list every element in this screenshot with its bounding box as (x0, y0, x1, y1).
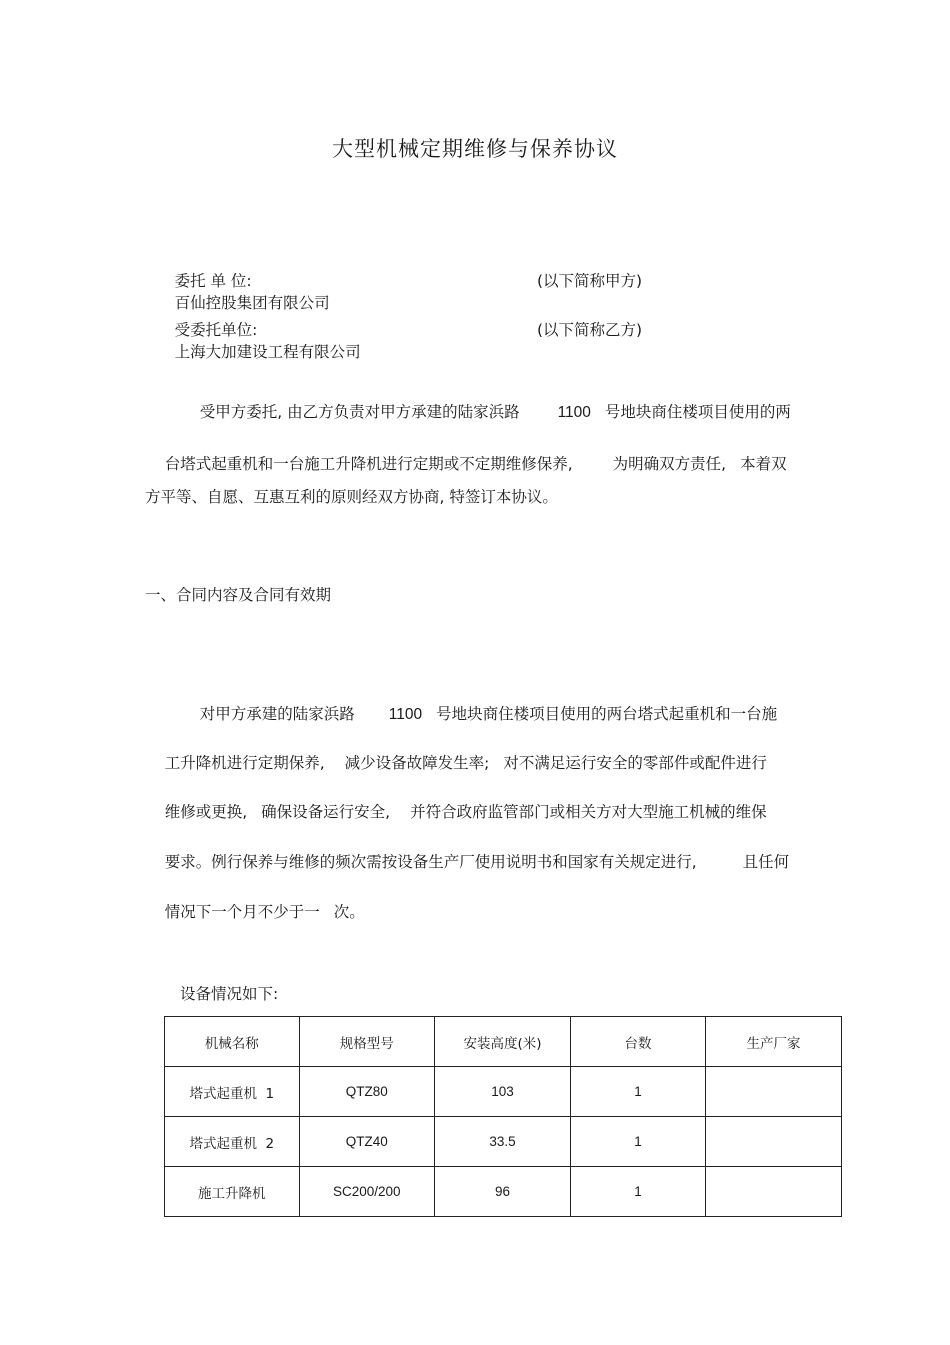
document-title: 大型机械定期维修与保养协议 (332, 137, 618, 161)
cell-machine-name: 塔式起重机 2 (165, 1117, 300, 1167)
cell-model: QTZ40 (299, 1117, 434, 1167)
cell-machine-name: 塔式起重机 1 (165, 1067, 300, 1117)
intro-line-3: 方平等、自愿、互惠互利的原则经双方协商, 特签订本协议。 (145, 488, 558, 506)
section-1-line-3: 维修或更换, 确保设备运行安全, 并符合政府监管部门或相关方对大型施工机械的维保 (164, 803, 767, 821)
cell-install-height: 33.5 (435, 1117, 571, 1167)
cell-manufacturer (706, 1117, 842, 1167)
intro-line-1: 受甲方委托, 由乙方负责对甲方承建的陆家浜路 1100 号地块商住楼项目使用的两 (199, 403, 791, 421)
party-contractor-note: (以下简称乙方) (537, 321, 643, 339)
party-client-name: 百仙控股集团有限公司 (174, 294, 330, 312)
cell-manufacturer (706, 1167, 842, 1217)
party-contractor (0, 282, 950, 361)
table-row (165, 1117, 842, 1167)
equipment-table (164, 1016, 842, 1217)
cell-model: QTZ80 (299, 1067, 434, 1117)
section-1-line-2: 工升降机进行定期保养, 减少设备故障发生率; 对不满足运行安全的零部件或配件进行 (164, 754, 767, 772)
table-header-row (165, 1017, 842, 1067)
cell-model: SC200/200 (299, 1167, 434, 1217)
section-1-line-1: 对甲方承建的陆家浜路 1100 号地块商住楼项目使用的两台塔式起重机和一台施 (199, 705, 778, 723)
header-install-height: 安装高度(米) (435, 1017, 571, 1067)
cell-quantity: 1 (571, 1067, 706, 1117)
intro-line-2: 台塔式起重机和一台施工升降机进行定期或不定期维修保养, 为明确双方责任, 本着双 (164, 455, 787, 473)
header-manufacturer: 生产厂家 (706, 1017, 842, 1067)
header-machine-name: 机械名称 (165, 1017, 300, 1067)
section-1-line-5: 情况下一个月不少于一 次。 (164, 903, 365, 921)
header-model: 规格型号 (299, 1017, 434, 1067)
cell-machine-name: 施工升降机 (165, 1167, 300, 1217)
cell-quantity: 1 (571, 1117, 706, 1167)
lot-number: 1100 (388, 706, 423, 723)
header-quantity: 台数 (571, 1017, 706, 1067)
equipment-caption: 设备情况如下: (180, 985, 279, 1003)
cell-manufacturer (706, 1067, 842, 1117)
cell-quantity: 1 (571, 1167, 706, 1217)
section-1-heading: 一、合同内容及合同有效期 (145, 586, 332, 604)
cell-install-height: 103 (435, 1067, 571, 1117)
lot-number: 1100 (557, 404, 591, 421)
table-row (165, 1067, 842, 1117)
cell-install-height: 96 (435, 1167, 571, 1217)
table-row (165, 1167, 842, 1217)
section-1-line-4: 要求。例行保养与维修的频次需按设备生产厂使用说明书和国家有关规定进行, 且任何 (164, 853, 790, 871)
party-client-label: 委托 单 位: (174, 272, 252, 290)
party-contractor-label: 受委托单位: (174, 321, 258, 339)
party-contractor-name: 上海大加建设工程有限公司 (174, 343, 361, 361)
party-client-note: (以下简称甲方) (537, 272, 643, 290)
